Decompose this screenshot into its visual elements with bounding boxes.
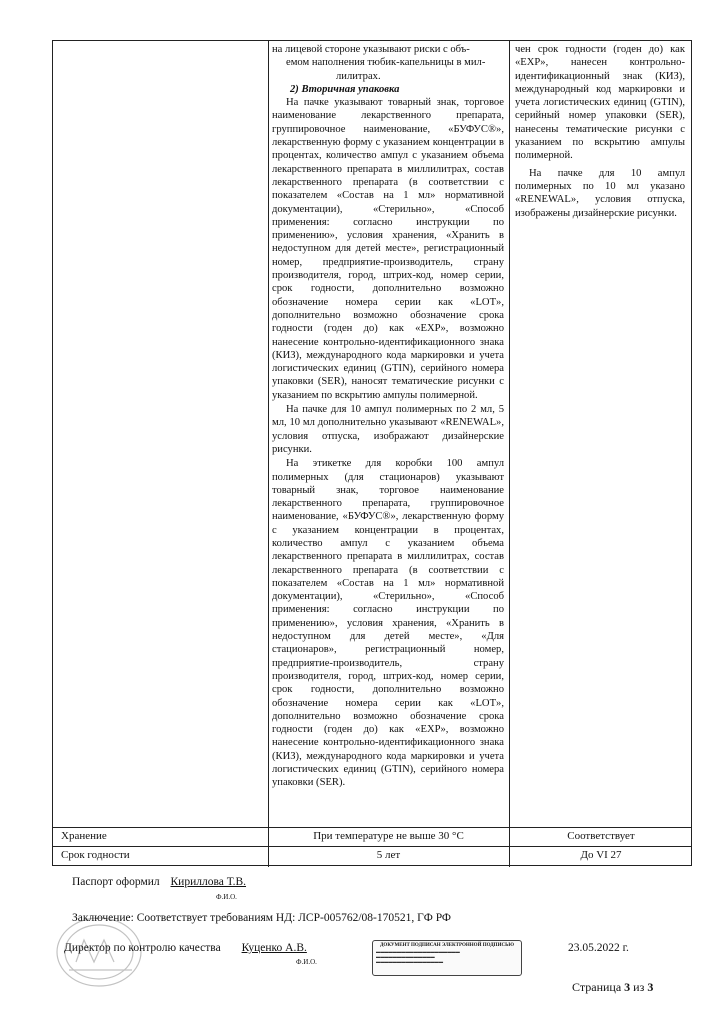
esig-line: ▬▬▬▬▬▬▬▬▬▬▬▬▬▬▬▬	[376, 959, 443, 964]
intro-line-1: на лицевой стороне указывают риски с объ-	[272, 44, 470, 55]
row-storage-requirement: При температуре не выше 30 °С	[313, 830, 464, 842]
secondary-packaging-heading: 2) Вторичная упаковка	[290, 83, 400, 95]
packaging-paragraph-1: На пачке указывают товарный знак, торговое наименование лекарственного препарата, группировочное наименование, «БУФУС®», лекарственную форму с указанием концентрации в процентах, количество ампул с указанием объема лекарственного препарата в миллилитрах, состав лекарственного препарата (в соответствии с показателем «Состав на 1 мл» нормативной документации), «Стерильно», «Способ применения: согласно инструкции по применению», условия хранения, «Хранить в недоступном для детей месте», регистрационный номер, предприятие-производитель, страну производителя, город, штрих-код, номер серии, срок годности, дополнительно возможно обозначение номера серии как «LOT», дополнительно возможно обозначение срока годности (годен до) как «EXP», возможно нанесение контрольно-идентификационного знака (КИЗ), международного кода маркировки и учета логистических единиц (GTIN), серийного номера упаковки (SER), наносят тематические рисунки с указанием по вскрытию ампулы полимерной.	[272, 97, 504, 401]
page-of: из	[633, 980, 645, 994]
packaging-paragraph-3: На этикетке для коробки 100 ампул полимерных (для стационаров) указывают товарный знак, торговое наименование лекарственного препарата, группировочное наименование, «БУФУС®», лекарственную форму с указанием концентрации в процентах, количество ампул с указанием объема лекарственного препарата в миллилитрах, состав лекарственного препарата (в соответствии с показателем «Состав на 1 мл» нормативной документации), «Стерильно», «Способ применения: согласно инструкции по применению», условия хранения, «Хранить в недоступном для детей месте», «Для стационаров», регистрационный номер, предприятие-производитель, страну производителя, город, штрих-код, номер серии, срок годности, дополнительно возможно обозначение номера серии как «LOT», дополнительно возможно обозначение срока годности (годен до) как «EXP», возможно нанесение контрольно-идентификационного знака (КИЗ), международного кода маркировки и учета логистических единиц (GTIN), серийного номера упаковки (SER).	[272, 458, 504, 789]
document-date: 23.05.2022 г.	[568, 942, 629, 954]
row-shelf-life-name: Срок годности	[61, 849, 130, 861]
conclusion-text: Заключение: Соответствует требованиям НД: ЛСР-005762/08-170521, ГФ РФ	[72, 912, 452, 924]
esig-line: ▬▬▬▬▬▬▬▬▬▬▬▬▬▬▬▬▬▬▬▬	[376, 949, 460, 954]
intro-line-3: лилитрах.	[336, 70, 381, 82]
row-shelf-life-result: До VI 27	[580, 849, 622, 861]
row-storage-result: Соответствует	[567, 830, 635, 842]
director-name: Куценко А.В.	[241, 942, 307, 954]
row-divider-1	[53, 827, 691, 828]
esig-title: ДОКУМЕНТ ПОДПИСАН ЭЛЕКТРОННОЙ ПОДПИСЬЮ	[379, 943, 515, 948]
row-storage-name: Хранение	[61, 830, 107, 842]
page-indicator	[572, 980, 653, 995]
esig-line: ▬▬▬▬▬▬▬▬▬▬▬▬▬▬	[376, 954, 435, 959]
requirements-column	[272, 43, 504, 790]
results-column	[515, 43, 685, 220]
director-label: Директор по контролю качества	[64, 942, 221, 954]
passport-signature-line	[72, 876, 246, 888]
row-divider-2	[53, 846, 691, 847]
intro-line-2: емом наполнения тюбик-капельницы в мил-	[286, 57, 486, 69]
result-paragraph-2: На пачке для 10 ампул полимерных по 10 мл указано «RENEWAL», условия отпуска, изображены дизайнерские рисунки.	[515, 167, 685, 219]
column-divider-1	[268, 41, 269, 867]
page-label: Страница	[572, 980, 622, 994]
column-divider-2	[509, 41, 510, 867]
passport-label: Паспорт оформил	[72, 876, 160, 888]
packaging-paragraph-2: На пачке для 10 ампул полимерных по 2 мл, 5 мл, 10 мл дополнительно указывают «RENEWAL», условия отпуска, изображают дизайнерские рисунки.	[272, 404, 504, 455]
passport-name: Кириллова Т.В.	[170, 876, 247, 888]
passport-fio-caption: Ф.И.О.	[216, 893, 237, 901]
electronic-signature-stamp	[372, 940, 522, 976]
row-shelf-life-requirement: 5 лет	[376, 849, 401, 861]
page-total: 3	[647, 980, 654, 994]
page-current: 3	[624, 980, 631, 994]
director-fio-caption: Ф.И.О.	[296, 958, 317, 966]
director-signature-line	[64, 942, 307, 954]
spec-table	[52, 40, 692, 866]
result-paragraph-1: чен срок годности (годен до) как «EXP», нанесен контрольно-идентификационный знак (КИЗ), международный код маркировки и учета логистических единиц (GTIN), серийный номер упаковки (SER), нанесены тематические рисунки с указанием по вскрытию ампулы полимерной.	[515, 44, 685, 162]
